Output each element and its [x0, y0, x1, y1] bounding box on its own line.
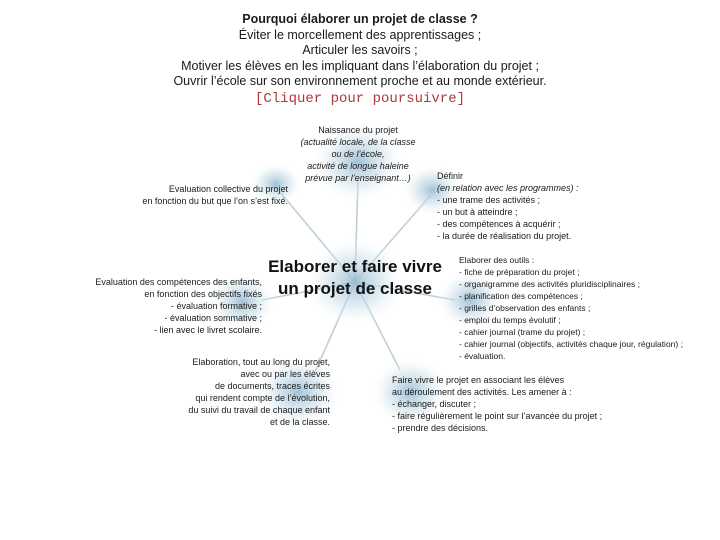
central-topic-line: un projet de classe: [278, 279, 432, 298]
node-line: - lien avec le livret scolaire.: [153, 325, 262, 335]
node-evaluation-competences: [50, 276, 262, 336]
node-line: - la durée de réalisation du projet.: [437, 231, 572, 241]
node-elaboration: [140, 356, 330, 428]
header-line: Articuler les savoirs ;: [302, 43, 418, 57]
node-outils: [459, 254, 683, 362]
node-line: - un but à atteindre ;: [437, 207, 518, 217]
node-line: ou de l’école,: [331, 149, 385, 159]
node-line: en fonction du but que l’on s’est fixé.: [142, 196, 288, 206]
node-line: activité de longue haleine: [307, 161, 409, 171]
header-line: Motiver les élèves en les impliquant dans l’élaboration du projet ;: [181, 58, 539, 73]
node-evaluation-collective: [100, 183, 288, 207]
node-line: - cahier journal (trame du projet) ;: [459, 327, 586, 337]
node-line: - emploi du temps évolutif ;: [459, 315, 561, 325]
node-line: - évaluation formative ;: [170, 301, 262, 311]
node-line: prévue par l’enseignant…): [305, 173, 411, 183]
node-line: de documents, traces écrites: [214, 381, 330, 391]
header-line: Éviter le morcellement des apprentissages ;: [238, 27, 482, 42]
node-line: - fiche de préparation du projet ;: [459, 267, 580, 277]
node-line: Elaborer des outils :: [459, 255, 535, 265]
node-naissance: [296, 124, 420, 184]
node-line: Faire vivre le projet en associant les élèves: [392, 375, 565, 385]
continue-link[interactable]: [Cliquer pour poursuivre]: [254, 90, 466, 107]
node-line: au déroulement des activités. Les amener à :: [392, 387, 572, 397]
node-faire-vivre: [392, 374, 602, 434]
node-line: - une trame des activités ;: [437, 195, 541, 205]
node-line: Elaboration, tout au long du projet,: [192, 357, 330, 367]
central-topic: [262, 256, 448, 300]
node-line: - faire régulièrement le point sur l’avancée du projet ;: [392, 411, 603, 421]
node-line: - grilles d’observation des enfants ;: [459, 303, 591, 313]
node-definir: [437, 170, 579, 242]
node-line: Définir: [437, 171, 464, 181]
node-line: - des compétences à acquérir ;: [437, 219, 561, 229]
node-line: - prendre des décisions.: [392, 423, 489, 433]
node-line: - échanger, discuter ;: [392, 399, 477, 409]
header-line: Ouvrir l’école sur son environnement proche et au monde extérieur.: [173, 74, 547, 88]
node-line: et de la classe.: [269, 417, 330, 427]
node-line: qui rendent compte de l’évolution,: [195, 393, 330, 403]
page-title: Pourquoi élaborer un projet de classe ?: [242, 12, 478, 26]
node-line: - organigramme des activités pluridisciplinaires ;: [459, 279, 640, 289]
header: [0, 12, 720, 107]
node-line: (actualité locale, de la classe: [300, 137, 416, 147]
node-line: en fonction des objectifs fixés: [144, 289, 262, 299]
node-line: - évaluation.: [459, 351, 506, 361]
node-line: Evaluation collective du projet: [168, 184, 288, 194]
node-line: - planification des compétences ;: [459, 291, 583, 301]
node-line: avec ou par les élèves: [240, 369, 330, 379]
node-line: (en relation avec les programmes) :: [437, 183, 579, 193]
node-line: - cahier journal (objectifs, activités chaque jour, régulation) ;: [459, 339, 683, 349]
central-topic-line: Elaborer et faire vivre: [268, 257, 442, 276]
node-line: - évaluation sommative ;: [164, 313, 262, 323]
node-line: Naissance du projet: [318, 125, 398, 135]
node-line: Evaluation des compétences des enfants,: [95, 277, 262, 287]
node-line: du suivi du travail de chaque enfant: [188, 405, 330, 415]
